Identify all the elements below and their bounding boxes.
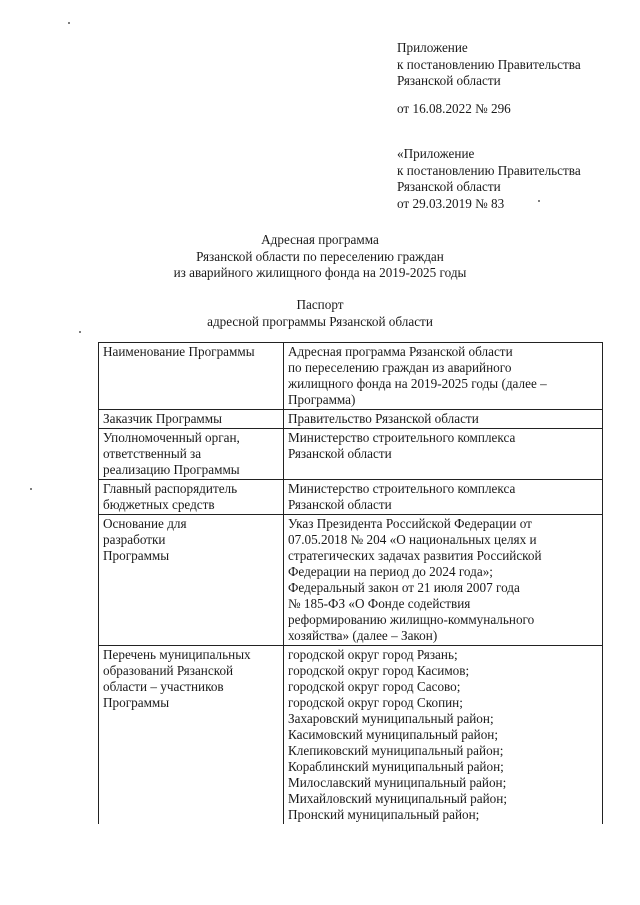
table-row (99, 410, 603, 429)
cell-line: Правительство Рязанской области (288, 411, 479, 426)
cell-line: реализацию Программы (103, 462, 240, 477)
cell-line: Указ Президента Российской Федерации от (288, 516, 532, 531)
cell-line: стратегических задачах развития Российской (288, 548, 542, 563)
cell-line: реформированию жилищно-коммунального (288, 612, 535, 627)
cell-line: Пронский муниципальный район; (288, 807, 480, 822)
passport-title-line: Паспорт (296, 297, 344, 312)
cell-line: городской округ город Скопин; (288, 695, 463, 710)
cell-line: области – участников (103, 679, 224, 694)
program-title-line: Рязанской области по переселению граждан (196, 248, 444, 264)
cell-line: Клепиковский муниципальный район; (288, 743, 504, 758)
appendix-current-date: от 16.08.2022 № 296 (397, 101, 511, 116)
row-value-basis (284, 515, 603, 646)
appendix-previous-line: от 29.03.2019 № 83 (397, 195, 505, 211)
row-label-basis (99, 515, 284, 646)
appendix-previous-line: Рязанской области (397, 179, 501, 194)
cell-line: 07.05.2018 № 204 «О национальных целях и (288, 532, 537, 547)
scan-speck (538, 200, 540, 202)
cell-line: Рязанской области (288, 446, 392, 461)
cell-line: разработки (103, 532, 166, 547)
scan-speck (30, 488, 32, 490)
cell-line: городской округ город Касимов; (288, 663, 470, 678)
cell-line: Федеральный закон от 21 июля 2007 года (288, 580, 520, 595)
table-row (99, 429, 603, 480)
appendix-current-line: Рязанской области (397, 73, 501, 88)
scan-speck (68, 22, 70, 24)
row-label-municipalities (99, 646, 284, 825)
table-row (99, 343, 603, 410)
appendix-current-line: к постановлению Правительства (397, 56, 581, 72)
row-value-authorized-body (284, 429, 603, 480)
cell-line: Перечень муниципальных (103, 647, 251, 662)
cell-line: № 185-ФЗ «О Фонде содействия (288, 596, 471, 611)
program-title-line: Адресная программа (261, 232, 379, 247)
appendix-previous (397, 146, 632, 212)
cell-line: Министерство строительного комплекса (288, 481, 516, 496)
row-value-municipalities (284, 646, 603, 825)
cell-line: Программа) (288, 392, 356, 407)
row-label-budget-manager (99, 480, 284, 515)
passport-title (0, 297, 640, 330)
cell-line: ответственный за (103, 446, 202, 461)
cell-line: Уполномоченный орган, (103, 430, 240, 445)
cell-line: по переселению граждан из аварийного (288, 360, 512, 375)
appendix-previous-line: «Приложение (397, 146, 475, 161)
row-label-customer (99, 410, 284, 429)
appendix-previous-line: к постановлению Правительства (397, 162, 581, 178)
cell-line: Захаровский муниципальный район; (288, 711, 494, 726)
table-row (99, 646, 603, 825)
cell-line: городской округ город Рязань; (288, 647, 458, 662)
program-title (0, 232, 640, 282)
cell-line: Заказчик Программы (103, 411, 222, 426)
cell-line: Наименование Программы (103, 344, 255, 359)
row-value-program-name (284, 343, 603, 410)
scan-speck (79, 331, 81, 333)
cell-line: бюджетных средств (103, 497, 215, 512)
cell-line: Касимовский муниципальный район; (288, 727, 499, 742)
cell-line: хозяйства» (далее – Закон) (288, 628, 438, 643)
appendix-current (397, 40, 632, 90)
cell-line: образований Рязанской (103, 663, 234, 678)
cell-line: Федерации на период до 2024 года»; (288, 564, 493, 579)
row-value-customer (284, 410, 603, 429)
cell-line: Рязанской области (288, 497, 392, 512)
cell-line: Основание для (103, 516, 187, 531)
cell-line: Программы (103, 695, 170, 710)
cell-line: Программы (103, 548, 170, 563)
row-value-budget-manager (284, 480, 603, 515)
table-row (99, 480, 603, 515)
program-title-line: из аварийного жилищного фонда на 2019-2025 годы (173, 265, 467, 280)
table-row (99, 515, 603, 646)
cell-line: Кораблинский муниципальный район; (288, 759, 504, 774)
cell-line: Министерство строительного комплекса (288, 430, 516, 445)
cell-line: Главный распорядитель (103, 481, 238, 496)
appendix-current-line: Приложение (397, 40, 468, 55)
row-label-program-name (99, 343, 284, 410)
passport-table (98, 342, 603, 824)
passport-title-line: адресной программы Рязанской области (207, 313, 433, 329)
cell-line: Милославский муниципальный район; (288, 775, 507, 790)
cell-line: жилищного фонда на 2019-2025 годы (далее – (288, 376, 547, 391)
row-label-authorized-body (99, 429, 284, 480)
cell-line: городской округ город Сасово; (288, 679, 461, 694)
cell-line: Адресная программа Рязанской области (288, 344, 513, 359)
cell-line: Михайловский муниципальный район; (288, 791, 507, 806)
